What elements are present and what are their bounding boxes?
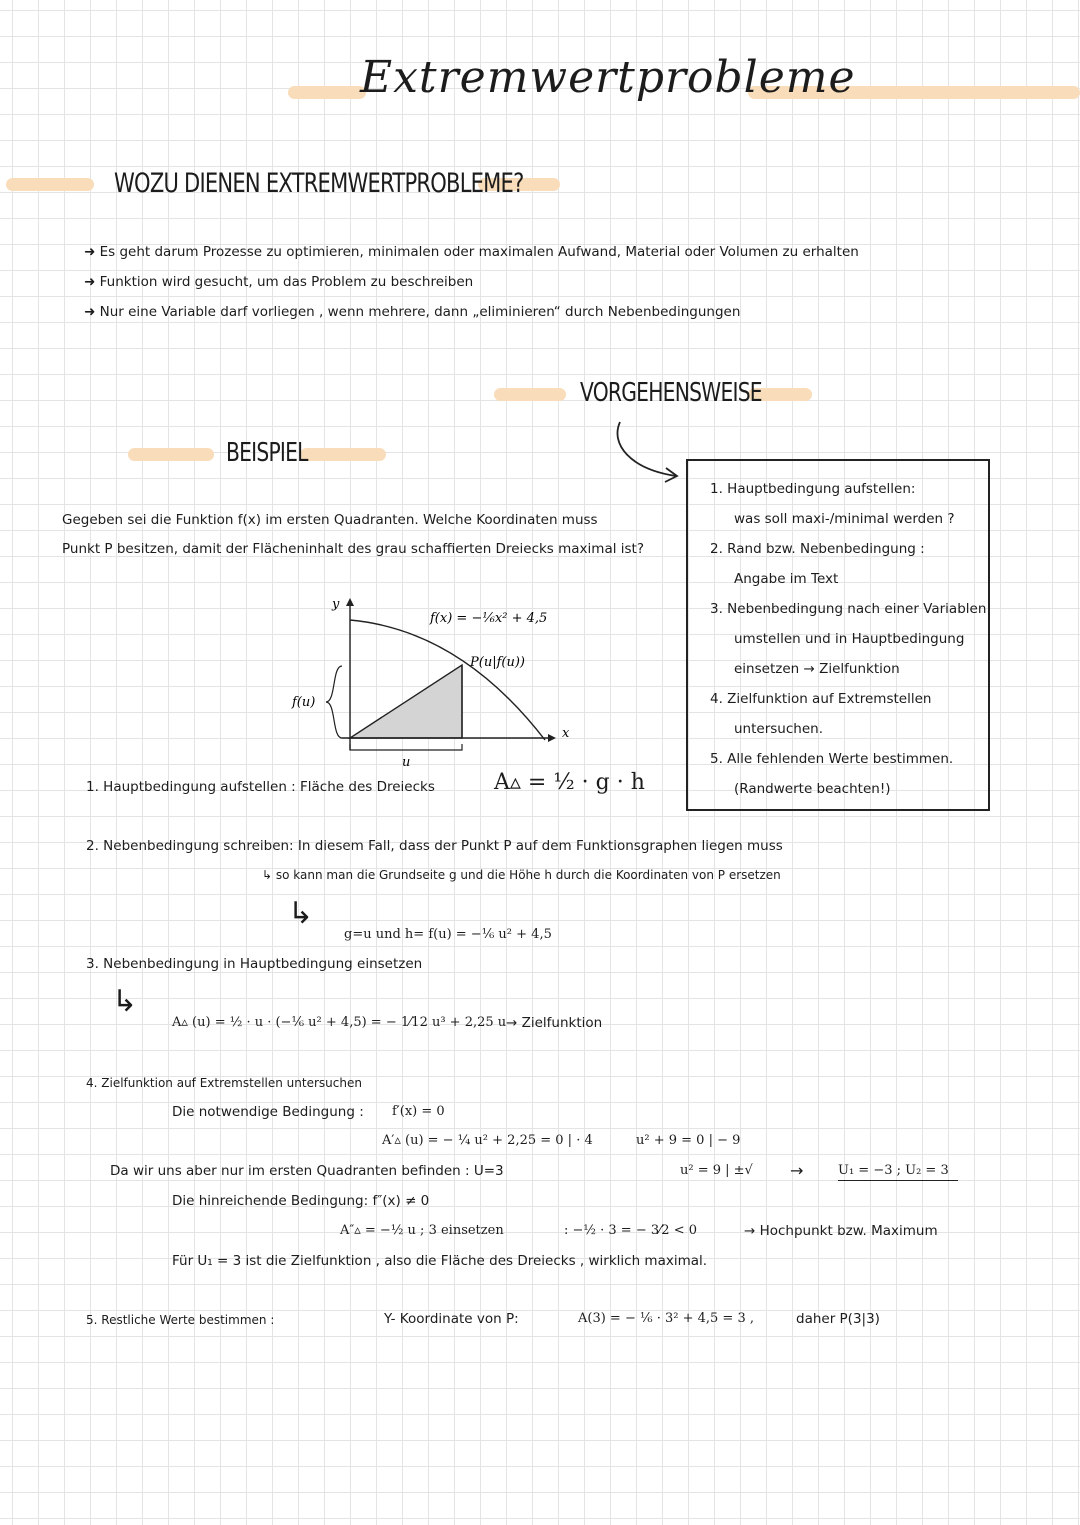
solve-step-1: u² + 9 = 0 | − 9: [636, 1133, 741, 1148]
conclusion: → Hochpunkt bzw. Maximum: [744, 1223, 938, 1239]
x-axis-arrowhead: [548, 734, 556, 742]
step2-formula: g=u und h= f(u) = −⅙ u² + 4,5: [344, 927, 552, 942]
point-label: P(u|f(u)): [470, 655, 525, 670]
title-highlight-left: [288, 86, 366, 99]
evaluation: : −½ · 3 = − 3⁄2 < 0: [564, 1223, 697, 1238]
example-question-line2: Punkt P besitzen, damit der Flächeninhalt des grau schaffierten Dreiecks maximal ist?: [62, 541, 645, 557]
necessary-formula: f′(x) = 0: [392, 1104, 445, 1119]
example-graph: [280, 590, 590, 770]
intro-heading: WOZU DIENEN EXTREMWERTPROBLEME?: [114, 168, 524, 199]
shaded-triangle: [350, 665, 462, 738]
page-title: Extremwertprobleme: [360, 52, 856, 103]
step3-text: 3. Nebenbedingung in Hauptbedingung einsetzen: [86, 956, 423, 972]
bullet-text: Nur eine Variable darf vorliegen , wenn mehrere, dann „eliminieren“ durch Nebenbedingungen: [99, 304, 741, 320]
x-axis-label: x: [562, 726, 570, 741]
function-label: f(x) = −⅙x² + 4,5: [430, 611, 548, 626]
arrow-icon: ➜: [84, 244, 100, 260]
example-heading: BEISPIEL: [226, 438, 308, 468]
step1-formula: A▵ = ½ · g · h: [494, 770, 645, 795]
second-derivative: A″▵ = −½ u ; 3 einsetzen: [340, 1223, 504, 1238]
procedure-step: einsetzen → Zielfunktion: [734, 661, 900, 677]
step2-text: 2. Nebenbedingung schreiben: In diesem Fall, dass der Punkt P auf dem Funktionsgraphen liegen muss: [86, 838, 783, 854]
necessary-label: Die notwendige Bedingung :: [172, 1104, 364, 1120]
procedure-highlight-left: [494, 388, 566, 401]
procedure-step: 3. Nebenbedingung nach einer Variablen: [710, 601, 987, 617]
procedure-step: Angabe im Text: [734, 571, 839, 587]
u-label: u: [402, 755, 411, 770]
procedure-step: (Randwerte beachten!): [734, 781, 891, 797]
solve-step-2: u² = 9 | ±√: [680, 1163, 753, 1178]
procedure-box: [686, 459, 990, 811]
step2-arrow-icon: ↳: [288, 896, 314, 931]
arrow-icon: ➜: [84, 304, 100, 320]
solution-arrow: →: [790, 1161, 804, 1180]
sufficient-label: Die hinreichende Bedingung: f″(x) ≠ 0: [172, 1193, 430, 1209]
procedure-step: 2. Rand bzw. Nebenbedingung :: [710, 541, 925, 557]
fu-brace: [326, 666, 342, 738]
arrow-icon: ➜: [84, 274, 100, 290]
bullet-text: Funktion wird gesucht, um das Problem zu beschreiben: [99, 274, 474, 290]
intro-bullet: [84, 304, 740, 320]
quadrant-note: Da wir uns aber nur im ersten Quadranten befinden : U=3: [110, 1163, 504, 1179]
procedure-step: 4. Zielfunktion auf Extremstellen: [710, 691, 932, 707]
intro-highlight-left: [6, 178, 94, 191]
y-axis-arrowhead: [346, 598, 354, 606]
step3-result: → Zielfunktion: [506, 1015, 603, 1031]
y-axis-label: y: [332, 597, 340, 612]
step4-text: 4. Zielfunktion auf Extremstellen untersuchen: [86, 1076, 362, 1090]
solutions: U₁ = −3 ; U₂ = 3: [838, 1163, 958, 1181]
procedure-step: umstellen und in Hauptbedingung: [734, 631, 965, 647]
procedure-step: untersuchen.: [734, 721, 823, 737]
u-bracket: [350, 744, 462, 750]
bullet-text: Es geht darum Prozesse zu optimieren, minimalen oder maximalen Aufwand, Material oder Volumen zu erhalten: [99, 244, 859, 260]
curved-arrow-icon: [600, 414, 690, 484]
intro-bullet: [84, 274, 473, 290]
step3-formula: A▵ (u) = ½ · u · (−⅙ u² + 4,5) = − 1⁄12 u³ + 2,25 u: [172, 1015, 507, 1030]
final-answer: daher P(3|3): [796, 1311, 880, 1327]
y-coordinate-formula: A(3) = − ⅙ · 3² + 4,5 = 3 ,: [578, 1311, 754, 1326]
procedure-step: was soll maxi-/minimal werden ?: [734, 511, 955, 527]
step5-text: 5. Restliche Werte bestimmen :: [86, 1313, 275, 1327]
derivative-formula: A′▵ (u) = − ¼ u² + 2,25 = 0 | · 4: [382, 1133, 593, 1148]
procedure-step: 5. Alle fehlenden Werte bestimmen.: [710, 751, 954, 767]
return-arrow-icon: ↳: [262, 868, 276, 882]
example-highlight-left: [128, 448, 214, 461]
summary: Für U₁ = 3 ist die Zielfunktion , also die Fläche des Dreiecks , wirklich maximal.: [172, 1253, 708, 1269]
example-highlight-right: [300, 448, 386, 461]
y-coordinate-label: Y- Koordinate von P:: [384, 1311, 519, 1327]
step1-text: 1. Hauptbedingung aufstellen : Fläche des Dreiecks: [86, 779, 435, 795]
step3-arrow-icon: ↳: [112, 984, 138, 1019]
intro-bullet: [84, 244, 859, 260]
step2-sub-text: so kann man die Grundseite g und die Höhe h durch die Koordinaten von P ersetzen: [275, 868, 781, 882]
fu-label: f(u): [292, 695, 316, 710]
procedure-heading: VORGEHENSWEISE: [580, 378, 762, 408]
procedure-step: 1. Hauptbedingung aufstellen:: [710, 481, 916, 497]
step2-sub: [262, 868, 781, 882]
example-question-line1: Gegeben sei die Funktion f(x) im ersten Quadranten. Welche Koordinaten muss: [62, 512, 598, 528]
